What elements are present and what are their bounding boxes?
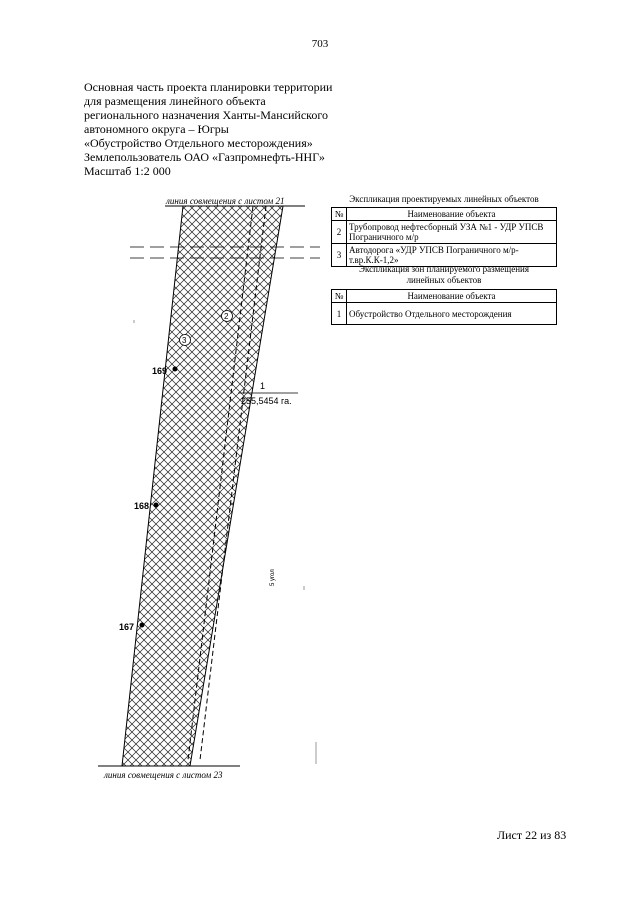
zone-polygon: [122, 206, 283, 766]
header-line: для размещения линейного объекта: [84, 94, 266, 108]
row-name: Обустройство Отдельного месторождения: [347, 303, 557, 325]
page-number: 703: [311, 38, 329, 50]
explication-linear-objects: [331, 194, 557, 267]
explication-zones: [331, 264, 557, 325]
zone-area: 255,5454 га.: [241, 396, 292, 406]
table-title: линейных объектов: [406, 275, 482, 285]
picket-label: 168: [134, 501, 150, 511]
picket-label: 169: [152, 366, 168, 376]
header-line: Землепользователь ОАО «Газпромнефть-ННГ»: [84, 150, 325, 164]
zone-label: 1: [260, 381, 266, 391]
explication-table: [331, 289, 557, 325]
header-line: «Обустройство Отдельного месторождения»: [84, 136, 313, 150]
side-label: 5 угол: [270, 569, 276, 586]
explication-table: [331, 207, 557, 267]
table-row: [332, 221, 557, 244]
column-header-name: Наименование объекта: [347, 208, 557, 221]
table-title: Экспликация проектируемых линейных объектов: [349, 194, 539, 204]
sheet-counter: Лист 22 из 83: [497, 828, 567, 842]
row-name: Трубопровод нефтесборный УЗА №1 - УДР УПСВ Пограничного м/р: [347, 221, 557, 244]
header-line: Основная часть проекта планировки территории: [84, 80, 333, 94]
scale-line: Масштаб 1:2 000: [84, 164, 171, 178]
picket-point: [173, 367, 178, 372]
column-header-number: №: [332, 208, 347, 221]
table-header-row: [332, 208, 557, 221]
junction-line-bottom-label: линия совмещения с листом 23: [104, 770, 223, 780]
row-number: 1: [332, 303, 347, 325]
header-line: регионального назначения Ханты-Мансийского: [84, 108, 328, 122]
row-number: 2: [332, 221, 347, 244]
header-line: автономного округа – Югры: [84, 122, 229, 136]
table-title: Экспликация зон планируемого размещения: [359, 264, 529, 274]
column-header-number: №: [332, 290, 347, 303]
junction-line-top-label: линия совмещения с листом 21: [166, 196, 285, 206]
picket-label: 167: [119, 622, 135, 632]
table-header-row: [332, 290, 557, 303]
picket-point: [140, 623, 145, 628]
object-marker-label: 3: [182, 336, 187, 345]
column-header-name: Наименование объекта: [347, 290, 557, 303]
object-marker-label: 2: [224, 312, 229, 321]
row-name: Автодорога «УДР УПСВ Пограничного м/р-т.вр.К.К-1,2»: [347, 244, 557, 267]
picket-point: [154, 503, 159, 508]
table-row: [332, 303, 557, 325]
row-number: 3: [332, 244, 347, 267]
